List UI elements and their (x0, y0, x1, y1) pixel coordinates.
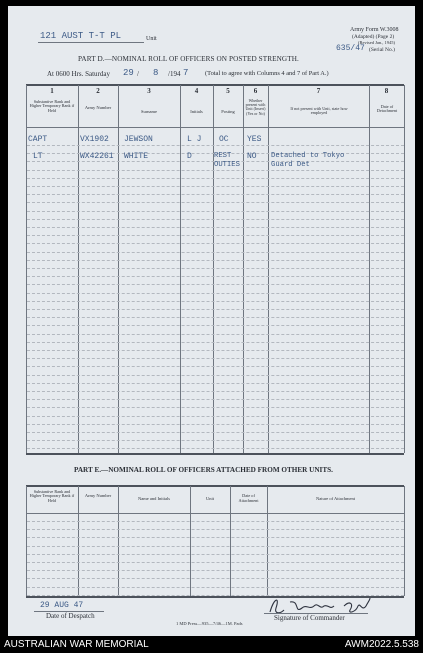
ruled-line (27, 416, 404, 417)
col-number-6: 6 (253, 87, 258, 95)
caption-bar (0, 638, 423, 653)
ruled-line (27, 252, 404, 253)
part-d-header-rule (26, 127, 404, 128)
ruled-line (27, 186, 404, 187)
col-number-1: 1 (50, 87, 54, 95)
row-1-surname: JEWSON (124, 135, 153, 144)
part-e-top-rule (26, 485, 404, 487)
ruled-line (27, 383, 404, 384)
e-col-line-3 (118, 486, 119, 596)
col-line-1 (26, 85, 27, 453)
ruled-line (27, 219, 404, 220)
ruled-line (27, 391, 404, 392)
col-header-present: Whether present with Unit (Insert) (Yes or No) (245, 98, 266, 116)
col-header-army-number: Army Number (84, 105, 112, 110)
form-title: Army Form W.3008 (350, 27, 399, 33)
col-line-6 (243, 85, 244, 453)
col-line-2 (78, 85, 79, 453)
unit-underline (38, 42, 144, 43)
col-header-rank: Substantive Rank and Higher Temporary Rank if Held (29, 99, 75, 113)
col-line-3 (118, 85, 119, 453)
ruled-line (27, 578, 404, 579)
unit-value: 121 AUST T-T PL (40, 31, 122, 41)
row-2-present: NO (247, 152, 257, 161)
row-1-army-number: VX1902 (80, 135, 109, 144)
ruled-line (27, 202, 404, 203)
ruled-line (27, 260, 404, 261)
col-number-7: 7 (316, 87, 321, 95)
row-1-posting: OC (219, 135, 229, 144)
form-revised: (Revised Jan., 1945) (358, 40, 395, 45)
ruled-line (27, 145, 404, 146)
col-header-detachment-date: Date of Detachment (376, 104, 398, 114)
e-col-header-nature: Nature of Attachment (316, 496, 355, 501)
ruled-line (27, 293, 404, 294)
ruled-line (27, 276, 404, 277)
e-col-header-unit: Unit (205, 496, 214, 501)
ruled-line (27, 211, 404, 212)
ruled-line (27, 407, 404, 408)
col-line-5 (213, 85, 214, 453)
e-col-line-5 (230, 486, 231, 596)
ruled-line (27, 399, 404, 400)
col-header-initials: Initials (190, 109, 203, 114)
col-number-3: 3 (147, 87, 151, 95)
despatch-date: 29 AUG 47 (40, 601, 84, 610)
col-header-surname: Surname (141, 109, 157, 114)
col-number-4: 4 (194, 87, 199, 95)
unit-label: Unit (146, 36, 157, 42)
ruled-line (27, 358, 404, 359)
ruled-line (27, 350, 404, 351)
col-line-7 (268, 85, 269, 453)
part-d-title: PART D.—NOMINAL ROLL OF OFFICERS ON POSTED STRENGTH. (78, 55, 299, 63)
col-number-5: 5 (226, 87, 230, 95)
ruled-line (27, 448, 404, 449)
ruled-line (27, 309, 404, 310)
caption-left: AUSTRALIAN WAR MEMORIAL (4, 639, 149, 650)
ruled-line (27, 366, 404, 367)
col-number-2: 2 (96, 87, 100, 95)
row-2-posting: REST OUTIES (214, 152, 240, 169)
row-2-rank: LT (33, 152, 43, 161)
row-1-rank: CAPT (28, 135, 48, 144)
ruled-line (27, 301, 404, 302)
part-e-title: PART E.—NOMINAL ROLL OF OFFICERS ATTACHED FROM OTHER UNITS. (74, 466, 333, 474)
serial-value: 635/47 (336, 44, 365, 53)
col-line-4 (180, 85, 181, 453)
commander-label: Signature of Commander (274, 614, 345, 622)
row-1-present: YES (247, 135, 262, 144)
date-slash-1: / (137, 70, 139, 78)
col-line-9 (404, 85, 405, 453)
row-2-employed: Detached to Tokyo Guard Det (271, 152, 345, 169)
ruled-line (27, 243, 404, 244)
ruled-line (27, 521, 404, 522)
ruled-line (27, 375, 404, 376)
ruled-line (27, 334, 404, 335)
despatch-label: Date of Despatch (46, 612, 95, 620)
ruled-line (27, 546, 404, 547)
ruled-line (27, 440, 404, 441)
col-header-employed: If not present with Unit, state how employed (290, 106, 348, 116)
e-col-header-name: Name and Initials (138, 496, 170, 501)
col-header-posting: Posting (221, 109, 235, 114)
caption-right: AWM2022.5.538 (344, 639, 419, 650)
date-prefix: At 0600 Hrs. Saturday (47, 70, 110, 78)
ruled-line (27, 325, 404, 326)
part-e-header-rule (26, 513, 404, 514)
ruled-line (27, 178, 404, 179)
date-year-prefix: /194 (168, 70, 181, 78)
part-d-top-rule (26, 84, 404, 86)
row-2-surname: WHITE (124, 152, 149, 161)
ruled-line (27, 268, 404, 269)
ruled-line (27, 570, 404, 571)
serial-label: (Serial No.) (369, 47, 395, 53)
ruled-line (27, 284, 404, 285)
col-number-8: 8 (384, 87, 389, 95)
e-col-line-2 (78, 486, 79, 596)
e-col-header-attachment-date: Date of Attachment (238, 493, 259, 503)
ruled-line (27, 432, 404, 433)
ruled-line (27, 194, 404, 195)
e-col-line-1 (26, 486, 27, 596)
date-day: 29 (123, 68, 134, 78)
print-info: 1 MD Press—935—7/46—1M. Pads (176, 621, 243, 626)
ruled-line (27, 424, 404, 425)
ruled-line (27, 529, 404, 530)
ruled-line (27, 317, 404, 318)
ruled-line (27, 562, 404, 563)
e-col-line-6 (267, 486, 268, 596)
ruled-line (27, 554, 404, 555)
date-year-suffix: 7 (183, 68, 189, 78)
ruled-line (27, 342, 404, 343)
e-col-header-rank: Substantive Rank and Higher Temporary Rank if Held (29, 489, 75, 503)
row-2-initials: D (187, 152, 192, 161)
e-col-line-7 (404, 486, 405, 596)
form-adapted: (Adapted) (Page 2) (352, 34, 395, 40)
ruled-line (27, 537, 404, 538)
part-d-bottom-rule (26, 453, 404, 455)
col-line-8 (369, 85, 370, 453)
date-month: 8 (153, 68, 159, 78)
date-note: (Total to agree with Columns 4 and 7 of Part A.) (205, 70, 329, 77)
row-2-army-number: WX42261 (80, 152, 114, 161)
e-col-line-4 (190, 486, 191, 596)
ruled-line (27, 227, 404, 228)
ruled-line (27, 235, 404, 236)
ruled-line (27, 587, 404, 588)
e-col-header-army-number: Army Number (84, 493, 112, 498)
row-1-initials: L J (187, 135, 202, 144)
